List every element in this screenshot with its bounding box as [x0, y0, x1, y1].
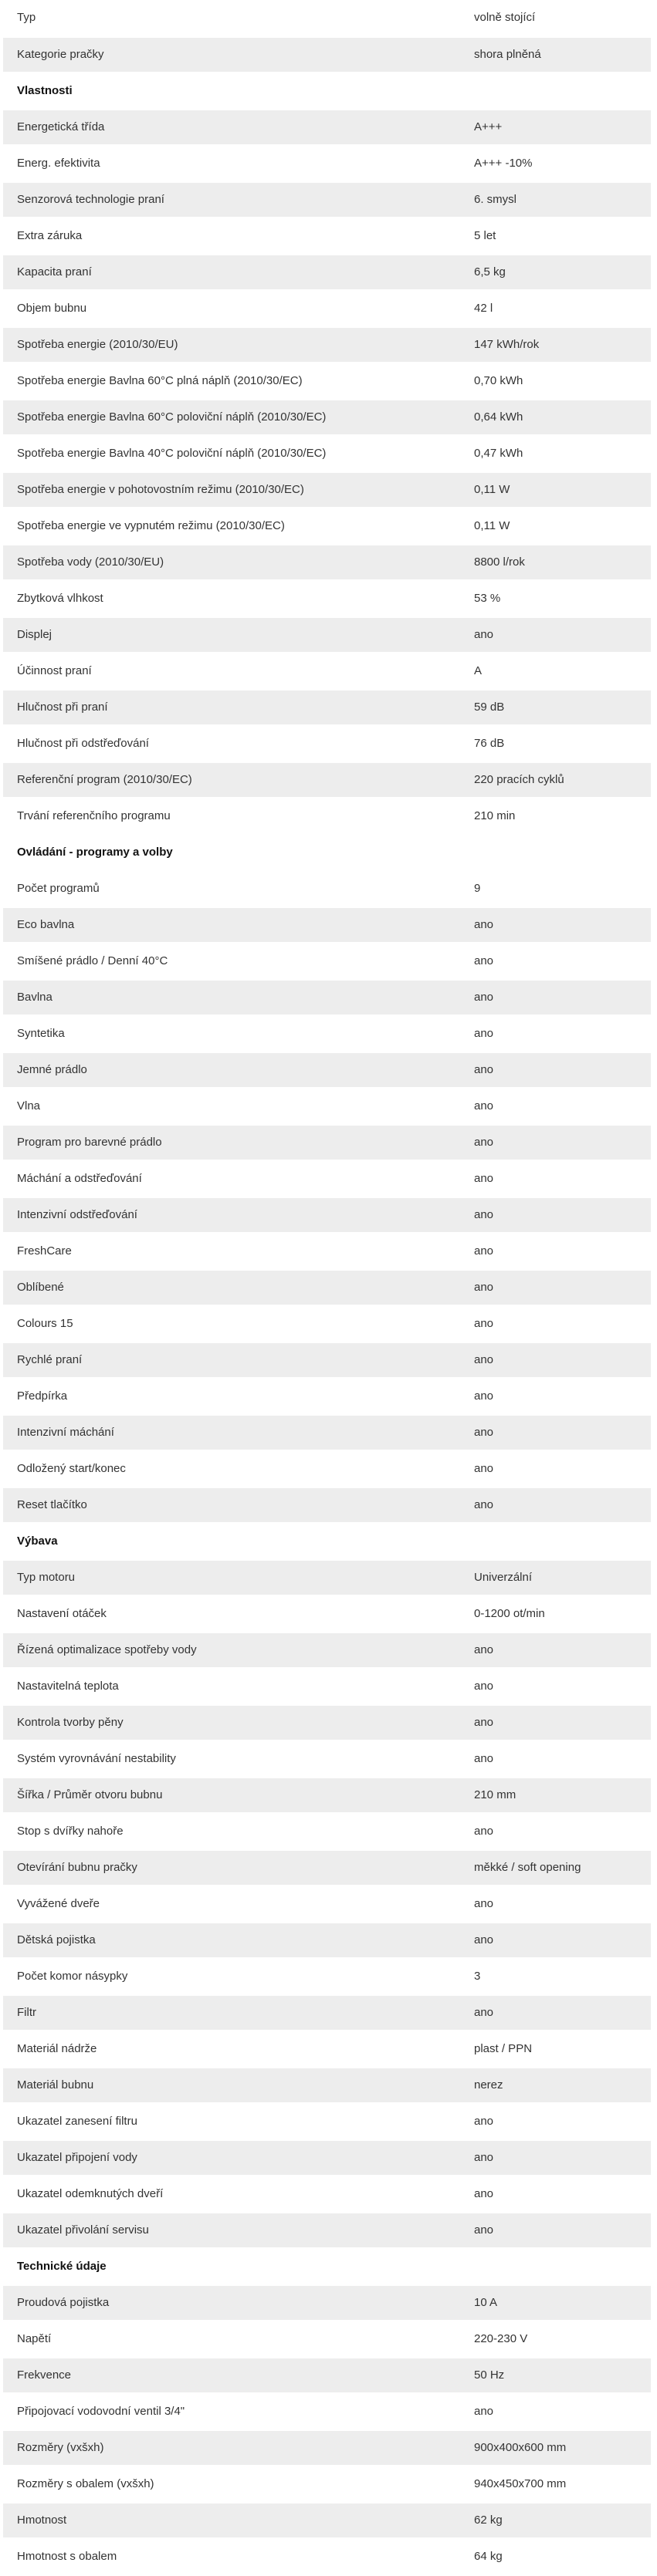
spec-row-napeti [3, 2321, 651, 2357]
spec-label: Účinnost praní [3, 653, 465, 689]
spec-value: 3 [465, 1958, 651, 1994]
spec-label: Ukazatel odemknutých dveří [3, 2176, 465, 2212]
spec-value: 900x400x600 mm [465, 2429, 651, 2466]
spec-label: Bavlna [3, 979, 465, 1015]
spec-label: Materiál nádrže [3, 2031, 465, 2067]
spec-value: 62 kg [465, 2502, 651, 2538]
specifications-table [3, 0, 651, 2576]
spec-value: ano [465, 1052, 651, 1088]
spec-label: Spotřeba vody (2010/30/EU) [3, 544, 465, 580]
spec-row-ukazatel-zaneseni-filtru [3, 2103, 651, 2139]
spec-row-spotreba-energie-v-pohotovostnim-rezimu-2010-30-ec [3, 471, 651, 508]
spec-label: Energetická třída [3, 109, 465, 145]
spec-value: ano [465, 1088, 651, 1124]
spec-row-intenzivni-machani [3, 1414, 651, 1450]
spec-label: Spotřeba energie (2010/30/EU) [3, 326, 465, 363]
spec-label: Spotřeba energie Bavlna 60°C plná náplň (2010/30/EC) [3, 363, 465, 399]
spec-row-referencni-program-2010-30-ec [3, 761, 651, 798]
spec-value: ano [465, 1342, 651, 1378]
spec-label: Stop s dvířky nahoře [3, 1813, 465, 1849]
spec-row-rozmery-s-obalem-vxsxh [3, 2466, 651, 2502]
spec-label: Předpírka [3, 1378, 465, 1414]
spec-value: 64 kg [465, 2538, 651, 2574]
spec-value: 940x450x700 mm [465, 2466, 651, 2502]
spec-row-material-nadrze [3, 2031, 651, 2067]
spec-row-kontrola-tvorby-peny [3, 1704, 651, 1740]
spec-label: Rozměry s obalem (vxšxh) [3, 2466, 465, 2502]
spec-row-pripojovaci-vodovodni-ventil-3-4 [3, 2393, 651, 2429]
spec-row-detska-pojistka [3, 1922, 651, 1958]
spec-row-energeticka-trida [3, 109, 651, 145]
spec-row-material-bubnu [3, 2067, 651, 2103]
spec-row-rychle-prani [3, 1342, 651, 1378]
spec-label: Šířka / Průměr otvoru bubnu [3, 1777, 465, 1813]
spec-value: shora plněná [465, 36, 651, 73]
spec-label: Spotřeba energie v pohotovostním režimu (2010/30/EC) [3, 471, 465, 508]
spec-label: Počet programů [3, 870, 465, 906]
specifications-body [3, 0, 651, 2574]
spec-row-ucinnost-prani [3, 653, 651, 689]
spec-row-freshcare [3, 1233, 651, 1269]
spec-value: 53 % [465, 580, 651, 616]
spec-value: 8800 l/rok [465, 544, 651, 580]
spec-row-predpirka [3, 1378, 651, 1414]
spec-row-energ-efektivita [3, 145, 651, 181]
spec-value: Univerzální [465, 1559, 651, 1595]
spec-label: Jemné prádlo [3, 1052, 465, 1088]
spec-value: ano [465, 1994, 651, 2031]
spec-label: Máchání a odstřeďování [3, 1160, 465, 1197]
spec-value: 0,47 kWh [465, 435, 651, 471]
spec-row-hmotnost [3, 2502, 651, 2538]
spec-value: ano [465, 1450, 651, 1487]
spec-label: Připojovací vodovodní ventil 3/4" [3, 2393, 465, 2429]
spec-label: Intenzivní odstřeďování [3, 1197, 465, 1233]
spec-value: volně stojící [465, 0, 651, 36]
spec-row-vlna [3, 1088, 651, 1124]
section-title: Technické údaje [3, 2248, 651, 2284]
spec-value: ano [465, 1704, 651, 1740]
spec-value: ano [465, 2393, 651, 2429]
spec-row-intenzivni-odstredovani [3, 1197, 651, 1233]
spec-row-proudova-pojistka [3, 2284, 651, 2321]
spec-row-kapacita-prani [3, 254, 651, 290]
spec-value: ano [465, 2212, 651, 2248]
spec-label: Trvání referenčního programu [3, 798, 465, 834]
spec-value: 0,70 kWh [465, 363, 651, 399]
spec-label: Nastavitelná teplota [3, 1668, 465, 1704]
spec-value: ano [465, 906, 651, 943]
spec-row-rizena-optimalizace-spotreby-vody [3, 1632, 651, 1668]
spec-label: Referenční program (2010/30/EC) [3, 761, 465, 798]
spec-label: Vyvážené dveře [3, 1886, 465, 1922]
spec-row-reset-tlacitko [3, 1487, 651, 1523]
spec-value: ano [465, 1269, 651, 1305]
spec-value: ano [465, 979, 651, 1015]
spec-value: ano [465, 1886, 651, 1922]
spec-label: Frekvence [3, 2357, 465, 2393]
spec-label: Objem bubnu [3, 290, 465, 326]
spec-value: ano [465, 1378, 651, 1414]
spec-value: ano [465, 1160, 651, 1197]
spec-value: měkké / soft opening [465, 1849, 651, 1886]
spec-row-pocet-komor-nasypky [3, 1958, 651, 1994]
spec-row-pocet-programu [3, 870, 651, 906]
spec-value: 0,11 W [465, 508, 651, 544]
spec-value: 50 Hz [465, 2357, 651, 2393]
spec-value: 59 dB [465, 689, 651, 725]
spec-row-filtr [3, 1994, 651, 2031]
spec-row-objem-bubnu [3, 290, 651, 326]
spec-value: ano [465, 1922, 651, 1958]
spec-value: ano [465, 2139, 651, 2176]
spec-row-kategorie-pracky [3, 36, 651, 73]
spec-label: Hlučnost při odstřeďování [3, 725, 465, 761]
spec-row-rozmery-vxsxh [3, 2429, 651, 2466]
spec-row-sirka-prumer-otvoru-bubnu [3, 1777, 651, 1813]
spec-value: ano [465, 1233, 651, 1269]
spec-value: ano [465, 1668, 651, 1704]
spec-label: Spotřeba energie Bavlna 60°C poloviční náplň (2010/30/EC) [3, 399, 465, 435]
spec-label: Eco bavlna [3, 906, 465, 943]
spec-value: ano [465, 1197, 651, 1233]
spec-value: 76 dB [465, 725, 651, 761]
spec-row-nastavitelna-teplota [3, 1668, 651, 1704]
spec-label: Displej [3, 616, 465, 653]
spec-row-vyvazene-dvere [3, 1886, 651, 1922]
spec-label: Syntetika [3, 1015, 465, 1052]
spec-label: Ukazatel připojení vody [3, 2139, 465, 2176]
section-title: Výbava [3, 1523, 651, 1559]
spec-label: Materiál bubnu [3, 2067, 465, 2103]
spec-value: 6. smysl [465, 181, 651, 218]
spec-value: ano [465, 1740, 651, 1777]
spec-label: Spotřeba energie ve vypnutém režimu (2010/30/EC) [3, 508, 465, 544]
spec-row-spotreba-energie-bavlna-40-c-polovicni-napln-2010-30-ec [3, 435, 651, 471]
spec-label: Hmotnost [3, 2502, 465, 2538]
spec-row-machani-a-odstredovani [3, 1160, 651, 1197]
spec-row-program-pro-barevne-pradlo [3, 1124, 651, 1160]
spec-label: Energ. efektivita [3, 145, 465, 181]
spec-label: Otevírání bubnu pračky [3, 1849, 465, 1886]
spec-row-hlucnost-pri-odstredovani [3, 725, 651, 761]
spec-label: Kontrola tvorby pěny [3, 1704, 465, 1740]
spec-row-extra-zaruka [3, 218, 651, 254]
spec-label: Senzorová technologie praní [3, 181, 465, 218]
spec-value: plast / PPN [465, 2031, 651, 2067]
spec-value: 210 mm [465, 1777, 651, 1813]
spec-label: Oblíbené [3, 1269, 465, 1305]
spec-label: Intenzivní máchání [3, 1414, 465, 1450]
spec-label: Filtr [3, 1994, 465, 2031]
spec-row-senzorova-technologie-prani [3, 181, 651, 218]
spec-row-zbytkova-vlhkost [3, 580, 651, 616]
spec-row-spotreba-energie-bavlna-60-c-polovicni-napln-2010-30-ec [3, 399, 651, 435]
spec-row-odlozeny-start-konec [3, 1450, 651, 1487]
spec-label: Ukazatel zanesení filtru [3, 2103, 465, 2139]
spec-label: Colours 15 [3, 1305, 465, 1342]
spec-label: FreshCare [3, 1233, 465, 1269]
spec-label: Odložený start/konec [3, 1450, 465, 1487]
spec-value: ano [465, 2176, 651, 2212]
spec-value: 10 A [465, 2284, 651, 2321]
spec-row-spotreba-energie-ve-vypnutem-rezimu-2010-30-ec [3, 508, 651, 544]
spec-row-eco-bavlna [3, 906, 651, 943]
spec-row-hmotnost-s-obalem [3, 2538, 651, 2574]
spec-value: 42 l [465, 290, 651, 326]
spec-label: Proudová pojistka [3, 2284, 465, 2321]
spec-label: Smíšené prádlo / Denní 40°C [3, 943, 465, 979]
spec-label: Hlučnost při praní [3, 689, 465, 725]
spec-label: Řízená optimalizace spotřeby vody [3, 1632, 465, 1668]
spec-label: Typ [3, 0, 465, 36]
spec-label: Spotřeba energie Bavlna 40°C poloviční náplň (2010/30/EC) [3, 435, 465, 471]
spec-row-ukazatel-odemknutych-dveri [3, 2176, 651, 2212]
spec-value: 5 let [465, 218, 651, 254]
spec-value: ano [465, 1487, 651, 1523]
spec-row-syntetika [3, 1015, 651, 1052]
spec-label: Hmotnost s obalem [3, 2538, 465, 2574]
spec-value: ano [465, 1305, 651, 1342]
spec-value: 0,64 kWh [465, 399, 651, 435]
spec-row-displej [3, 616, 651, 653]
section-title: Vlastnosti [3, 73, 651, 109]
spec-row-frekvence [3, 2357, 651, 2393]
spec-label: Rychlé praní [3, 1342, 465, 1378]
spec-row-jemne-pradlo [3, 1052, 651, 1088]
spec-label: Nastavení otáček [3, 1595, 465, 1632]
spec-label: Extra záruka [3, 218, 465, 254]
spec-value: 6,5 kg [465, 254, 651, 290]
spec-row-nastaveni-otacek [3, 1595, 651, 1632]
spec-value: A+++ -10% [465, 145, 651, 181]
spec-label: Zbytková vlhkost [3, 580, 465, 616]
spec-row-spotreba-vody-2010-30-eu [3, 544, 651, 580]
spec-value: 220-230 V [465, 2321, 651, 2357]
spec-row-spotreba-energie-2010-30-eu [3, 326, 651, 363]
spec-row-hlucnost-pri-prani [3, 689, 651, 725]
spec-row-bavlna [3, 979, 651, 1015]
spec-row-typ-motoru [3, 1559, 651, 1595]
spec-row-spotreba-energie-bavlna-60-c-plna-napln-2010-30-ec [3, 363, 651, 399]
spec-label: Vlna [3, 1088, 465, 1124]
spec-label: Napětí [3, 2321, 465, 2357]
spec-label: Kategorie pračky [3, 36, 465, 73]
spec-row-system-vyrovnavani-nestability [3, 1740, 651, 1777]
spec-value: nerez [465, 2067, 651, 2103]
spec-row-otevirani-bubnu-pracky [3, 1849, 651, 1886]
spec-label: Kapacita praní [3, 254, 465, 290]
spec-value: 147 kWh/rok [465, 326, 651, 363]
spec-value: ano [465, 1632, 651, 1668]
spec-label: Rozměry (vxšxh) [3, 2429, 465, 2466]
spec-value: 0-1200 ot/min [465, 1595, 651, 1632]
spec-row-typ [3, 0, 651, 36]
spec-value: 210 min [465, 798, 651, 834]
spec-label: Program pro barevné prádlo [3, 1124, 465, 1160]
spec-value: 0,11 W [465, 471, 651, 508]
section-header-vlastnosti [3, 73, 651, 109]
spec-row-colours-15 [3, 1305, 651, 1342]
section-header-technicke-udaje [3, 2248, 651, 2284]
spec-label: Systém vyrovnávání nestability [3, 1740, 465, 1777]
section-title: Ovládání - programy a volby [3, 834, 651, 870]
spec-value: ano [465, 1124, 651, 1160]
spec-value: ano [465, 1813, 651, 1849]
spec-row-stop-s-dvirky-nahore [3, 1813, 651, 1849]
spec-label: Typ motoru [3, 1559, 465, 1595]
spec-label: Reset tlačítko [3, 1487, 465, 1523]
spec-value: ano [465, 2103, 651, 2139]
section-header-vybava [3, 1523, 651, 1559]
spec-label: Dětská pojistka [3, 1922, 465, 1958]
spec-row-trvani-referencniho-programu [3, 798, 651, 834]
spec-value: 220 pracích cyklů [465, 761, 651, 798]
spec-row-ukazatel-pripojeni-vody [3, 2139, 651, 2176]
spec-value: ano [465, 943, 651, 979]
spec-row-oblibene [3, 1269, 651, 1305]
spec-label: Ukazatel přivolání servisu [3, 2212, 465, 2248]
section-header-ovladani-programy-a-volby [3, 834, 651, 870]
spec-label: Počet komor násypky [3, 1958, 465, 1994]
spec-row-smisene-pradlo-denni-40-c [3, 943, 651, 979]
spec-value: ano [465, 1414, 651, 1450]
spec-value: A+++ [465, 109, 651, 145]
spec-value: 9 [465, 870, 651, 906]
spec-value: ano [465, 616, 651, 653]
spec-value: A [465, 653, 651, 689]
spec-row-ukazatel-privolani-servisu [3, 2212, 651, 2248]
spec-value: ano [465, 1015, 651, 1052]
